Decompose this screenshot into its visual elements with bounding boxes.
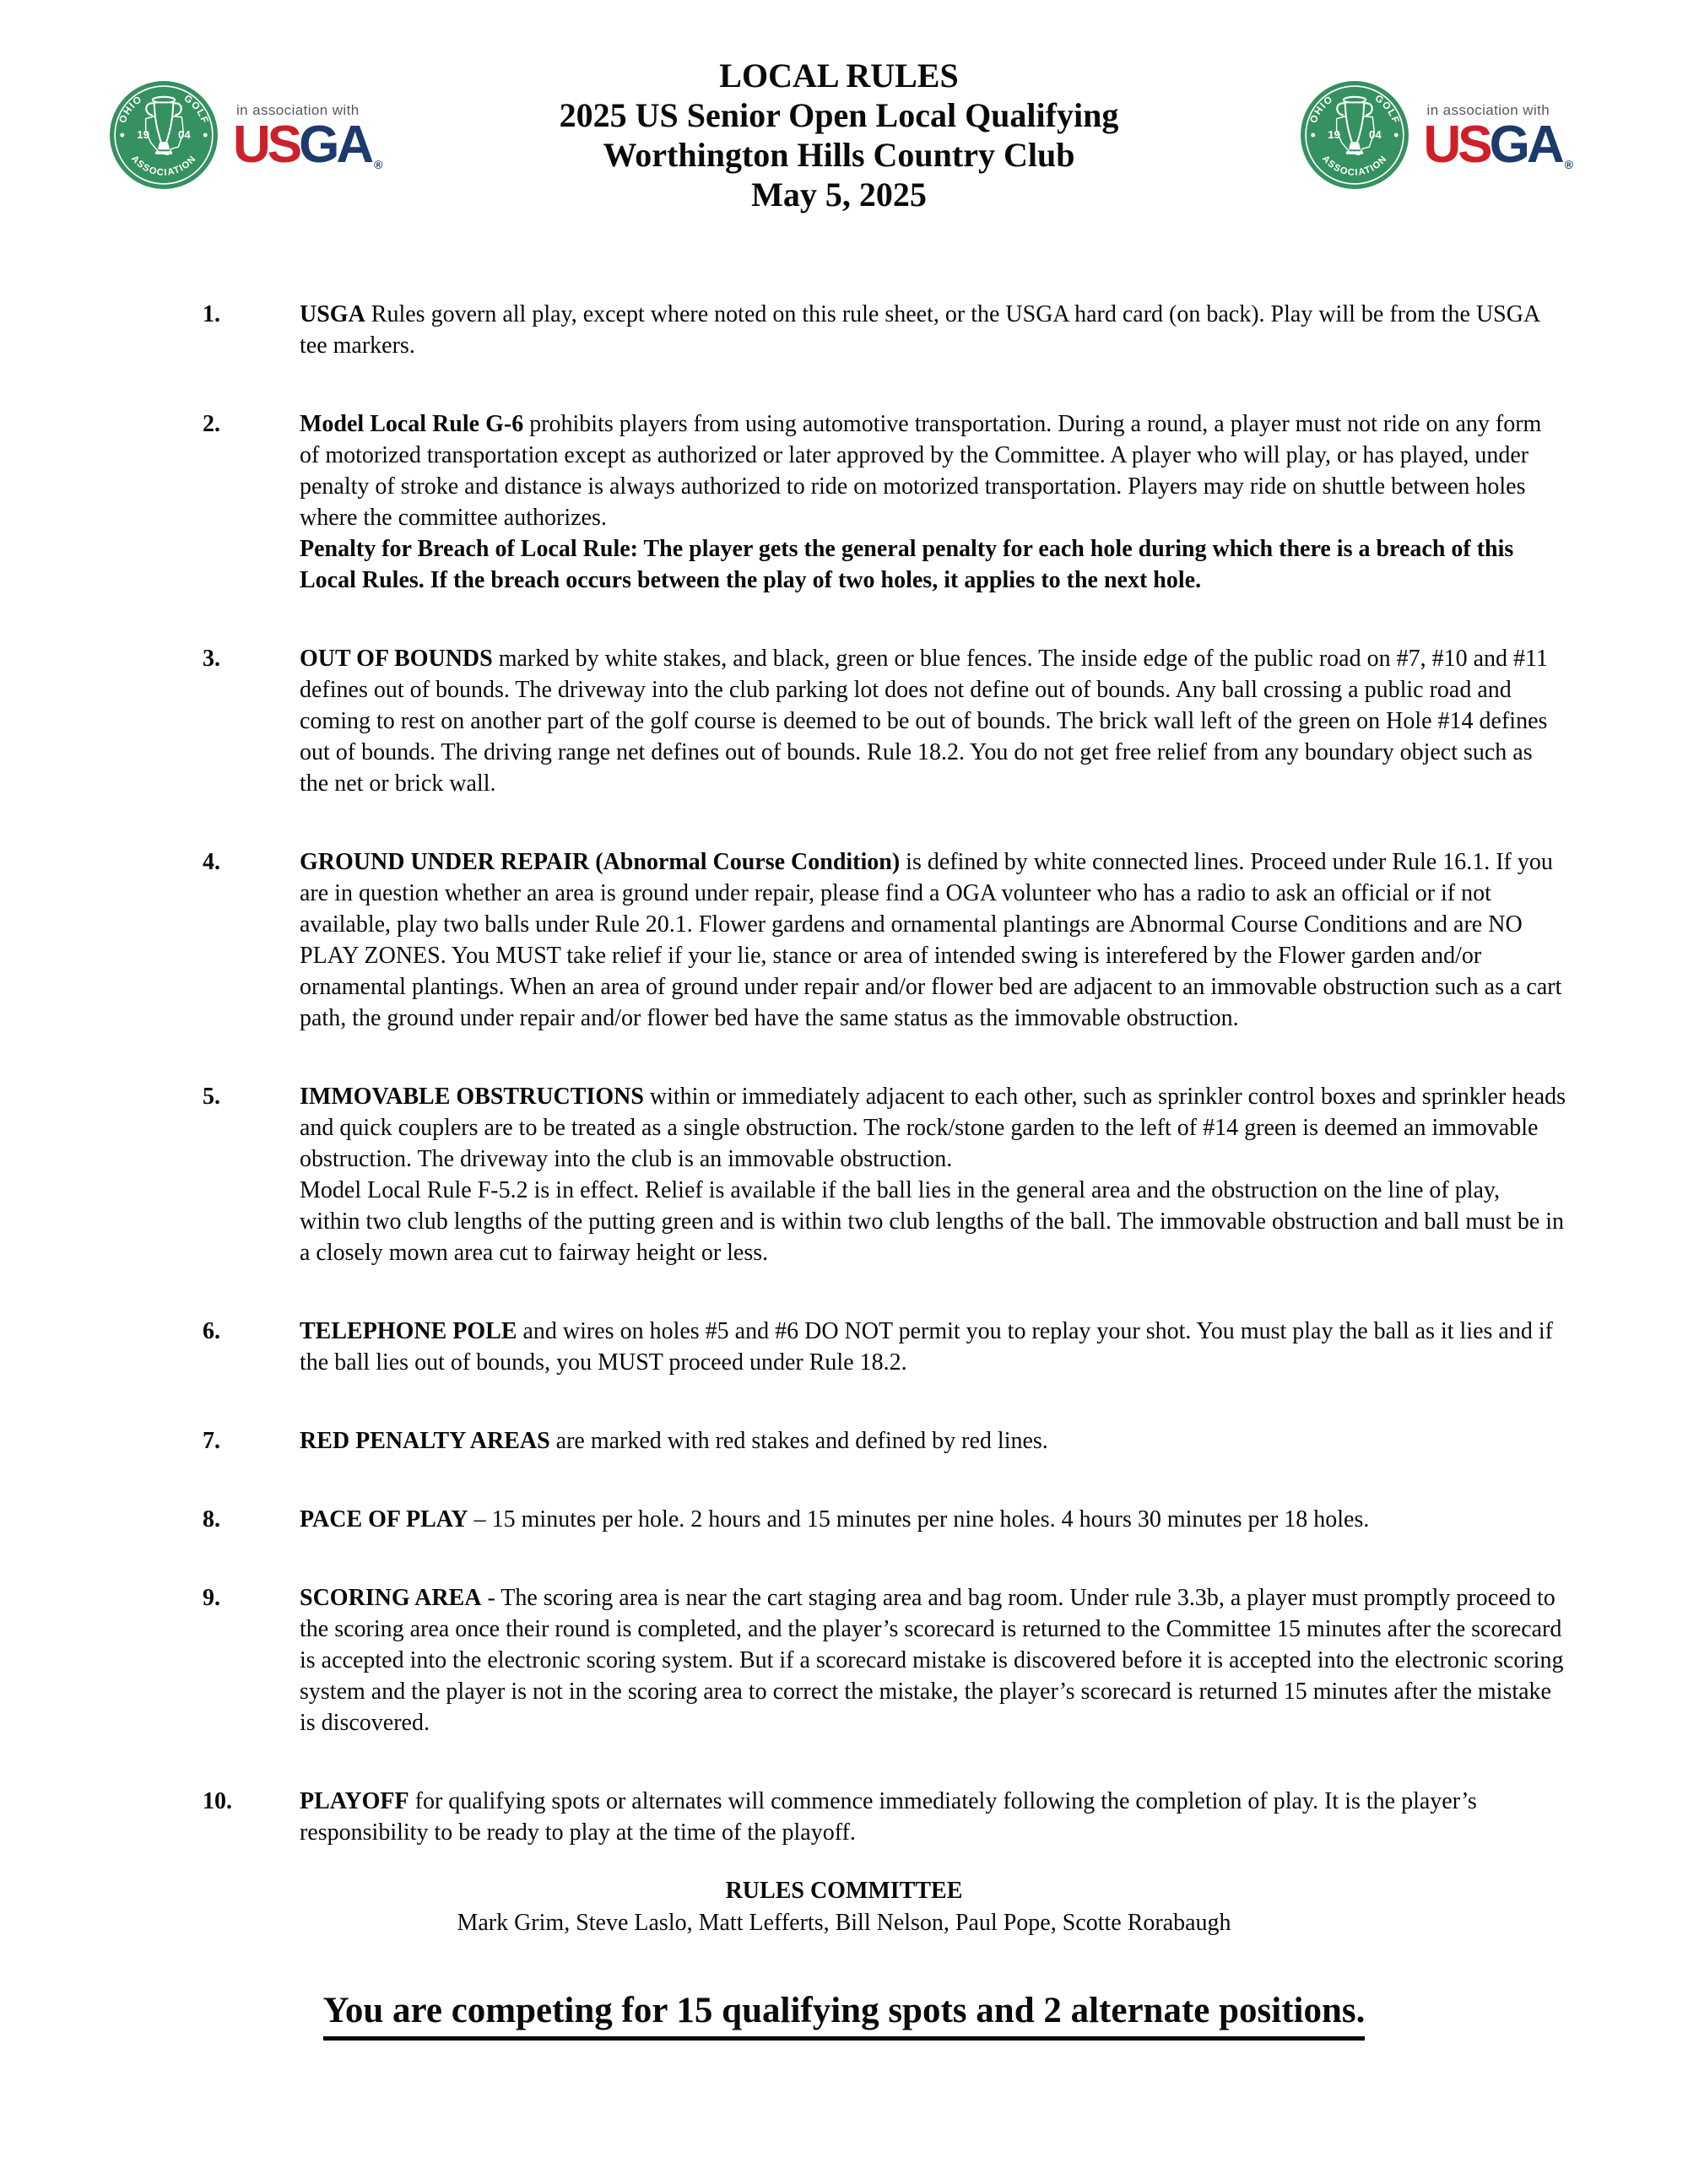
- venue-title: Worthington Hills Country Club: [603, 136, 1075, 174]
- rule-text: [300, 299, 1566, 361]
- oga-word-golf: GOLF: [1372, 92, 1402, 126]
- rule-number: 3.: [203, 646, 220, 672]
- ohio-golf-association-logo-icon: [108, 79, 219, 191]
- usga-tagline: in association with: [1426, 101, 1550, 118]
- rule-number: 4.: [203, 849, 220, 875]
- rule-number: 6.: [203, 1318, 220, 1344]
- oga-year-left: 19: [137, 128, 149, 142]
- ohio-golf-association-logo-icon: [1299, 79, 1410, 191]
- qualifying-spots-notice: You are competing for 15 qualifying spots and 2 alternate positions.: [323, 1990, 1366, 2041]
- registered-mark-icon: ®: [1564, 157, 1573, 171]
- rule-paragraph: PACE OF PLAY – 15 minutes per hole. 2 hours and 15 minutes per nine holes. 4 hours 30 minutes per 18 holes.: [300, 1506, 1370, 1533]
- rule-text: [300, 1504, 1566, 1535]
- event-date: May 5, 2025: [751, 176, 927, 214]
- rules-committee-section: [0, 1875, 1688, 1939]
- usga-us-letters: US: [233, 115, 300, 174]
- rule-paragraph: Model Local Rule F-5.2 is in effect. Relief is available if the ball lies in the general area and the obstruction on the line of play, within two club lengths of the putting green and is within two club lengths of the ball. The immovable obstruction and ball must be in a closely mown area cut to fairway height or less.: [300, 1177, 1565, 1266]
- rule-item: [203, 408, 1566, 596]
- rule-text: [300, 643, 1566, 799]
- rule-item: [203, 299, 1566, 361]
- registered-mark-icon: ®: [374, 157, 383, 171]
- usga-ga-letters: GA: [299, 115, 371, 174]
- rule-number: 2.: [203, 411, 220, 437]
- oga-year-right: 04: [1368, 128, 1382, 142]
- rule-item: [203, 1504, 1566, 1535]
- rule-text: [300, 1582, 1566, 1738]
- usga-logo: [1423, 101, 1573, 174]
- rule-paragraph: PLAYOFF for qualifying spots or alternates will commence immediately following the completion of play. It is the player’s responsibility to be ready to play at the time of the playoff.: [300, 1788, 1477, 1846]
- rule-item: [203, 1081, 1566, 1268]
- rule-paragraph: OUT OF BOUNDS marked by white stakes, and black, green or blue fences. The inside edge of the public road on #7, #10 and #11 defines out of bounds. The driveway into the club parking lot does not define out of bounds. Any ball crossing a public road and coming to rest on another part of the golf course is deemed to be out of bounds. The brick wall left of the green on Hole #14 defines out of bounds. The driving range net defines out of bounds. Rule 18.2. You do not get free relief from any boundary object such as the net or brick wall.: [300, 646, 1548, 797]
- rule-paragraph: TELEPHONE POLE and wires on holes #5 and #6 DO NOT permit you to replay your shot. You must play the ball as it lies and if the ball lies out of bounds, you MUST proceed under Rule 18.2.: [300, 1318, 1553, 1376]
- rule-number: 9.: [203, 1585, 220, 1611]
- oga-word-golf: GOLF: [181, 92, 211, 126]
- rule-paragraph: Model Local Rule G-6 prohibits players from using automotive transportation. During a round, a player must not ride on any form of motorized transportation except as authorized or later approved by the Committee. A player who will play, or has played, under penalty of stroke and distance is always authorized to ride on motorized transportation. Players may ride on shuttle between holes where the committee authorizes.: [300, 411, 1542, 531]
- oga-word-association: ASSOCIATION: [1319, 154, 1389, 178]
- footer-banner: [0, 1990, 1688, 2041]
- rule-paragraph: SCORING AREA - The scoring area is near the cart staging area and bag room. Under rule 3.3b, a player must promptly proceed to the scoring area once their round is completed, and the player’s scorecard is returned to the Committee 15 minutes after the scorecard is accepted into the electronic scoring system. But if a scorecard mistake is discovered before it is accepted into the electronic scoring system and the player is not in the scoring area to correct the mistake, the player’s scorecard is returned 15 minutes after the mistake is discovered.: [300, 1585, 1564, 1736]
- rule-item: [203, 1425, 1566, 1457]
- rule-text: [300, 1081, 1566, 1268]
- committee-heading: RULES COMMITTEE: [725, 1878, 963, 1904]
- rule-number: 10.: [203, 1788, 232, 1814]
- logo-group-right: [1299, 79, 1573, 191]
- usga-us-letters: US: [1423, 115, 1490, 174]
- oga-year-left: 19: [1327, 128, 1340, 142]
- usga-logo: [233, 101, 383, 174]
- rule-text: [300, 408, 1566, 596]
- oga-year-right: 04: [178, 128, 191, 142]
- document-header: [0, 0, 1688, 214]
- rule-paragraph: IMMOVABLE OBSTRUCTIONS within or immediately adjacent to each other, such as sprinkler control boxes and sprinkler heads and quick couplers are to be treated as a single obstruction. The rock/stone garden to the left of #14 green is deemed an immovable obstruction. The driveway into the club is an immovable obstruction.: [300, 1084, 1566, 1172]
- rule-paragraph: GROUND UNDER REPAIR (Abnormal Course Condition) is defined by white connected lines. Proceed under Rule 16.1. If you are in question whether an area is ground under repair, please find a OGA volunteer who has a radio to ask an official or if not available, play two balls under Rule 20.1. Flower gardens and ornamental plantings are Abnormal Course Conditions and are NO PLAY ZONES. You MUST take relief if your lie, stance or area of intended swing is interefered by the Flower garden and/or ornamental plantings. When an area of ground under repair and/or flower bed are adjacent to an immovable obstruction such as a cart path, the ground under repair and/or flower bed have the same status as the immovable obstruction.: [300, 849, 1562, 1031]
- rule-number: 1.: [203, 301, 220, 327]
- usga-ga-letters: GA: [1489, 115, 1561, 174]
- rule-text: [300, 1425, 1566, 1457]
- oga-word-association: ASSOCIATION: [128, 154, 199, 178]
- rule-text: [300, 846, 1566, 1034]
- rule-item: [203, 1316, 1566, 1378]
- usga-tagline: in association with: [236, 101, 360, 118]
- event-title: 2025 US Senior Open Local Qualifying: [559, 96, 1119, 134]
- document-title: LOCAL RULES: [719, 57, 959, 95]
- rule-paragraph: RED PENALTY AREAS are marked with red stakes and defined by red lines.: [300, 1428, 1048, 1454]
- title-block: [386, 56, 1291, 214]
- usga-wordmark: [1423, 115, 1573, 174]
- committee-names: Mark Grim, Steve Laslo, Matt Lefferts, Bill Nelson, Paul Pope, Scotte Rorabaugh: [457, 1910, 1231, 1936]
- oga-word-ohio: OHIO: [1307, 93, 1335, 125]
- usga-wordmark: [233, 115, 383, 174]
- rule-text: [300, 1316, 1566, 1378]
- rule-paragraph: Penalty for Breach of Local Rule: The player gets the general penalty for each hole during which there is a breach of this Local Rules. If the breach occurs between the play of two holes, it applies to the next hole.: [300, 536, 1514, 593]
- rule-item: [203, 643, 1566, 799]
- rule-paragraph: USGA Rules govern all play, except where noted on this rule sheet, or the USGA hard card (on back). Play will be from the USGA tee markers.: [300, 301, 1539, 359]
- rule-number: 7.: [203, 1428, 220, 1454]
- rule-text: [300, 1786, 1566, 1848]
- oga-word-ohio: OHIO: [116, 93, 145, 125]
- logo-group-left: [108, 79, 383, 191]
- rule-number: 8.: [203, 1506, 220, 1533]
- rule-item: [203, 846, 1566, 1034]
- rule-item: [203, 1582, 1566, 1738]
- rule-number: 5.: [203, 1084, 220, 1110]
- rules-list: [203, 299, 1566, 1848]
- rule-item: [203, 1786, 1566, 1848]
